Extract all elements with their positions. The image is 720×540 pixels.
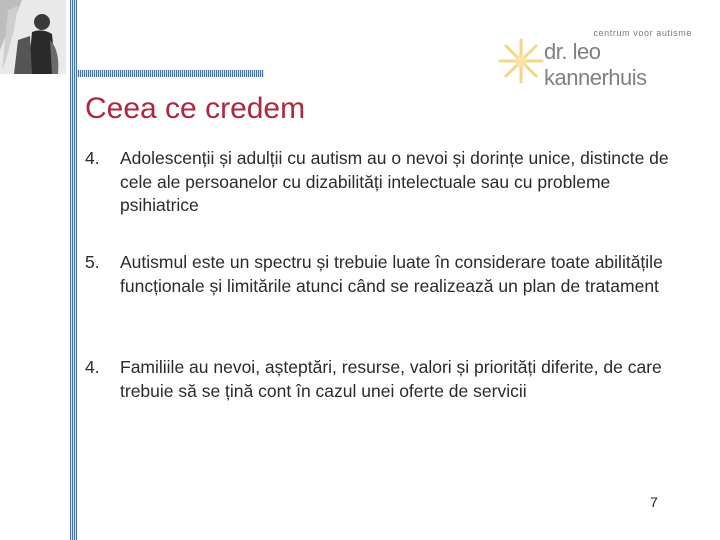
logo-name: dr. leo kannerhuis [544,39,647,90]
header-photo [0,0,66,74]
list-item [85,147,685,218]
list-item-text: Autismul este un spectru și trebuie luate în considerare toate abilitățile funcționale și limitările atunci când se realizează un plan de tratament [120,252,663,296]
list-item-text: Familiile au nevoi, așteptări, resurse, valori și priorități diferite, de care trebuie să se țină cont în cazul unei oferte de servicii [120,357,662,401]
list-item-number: 4. [85,357,100,377]
kannerhuis-logo [496,26,706,90]
logo-tagline: centrum voor autisme [593,28,692,38]
list-item [85,251,685,298]
slide-title: Ceea ce credem [85,92,306,125]
vertical-accent-bar [70,0,77,540]
list-item-number: 4. [85,148,100,168]
list-item [85,356,685,403]
page-number: 7 [650,494,658,510]
star-burst-icon [496,36,546,86]
horizontal-accent-bar [70,70,264,77]
list-item-number: 5. [85,252,100,272]
list-item-text: Adolescenții și adulții cu autism au o nevoi și dorințe unice, distincte de cele ale persoanelor cu dizabilități intelectuale sau cu probleme psihiatrice [120,148,669,215]
